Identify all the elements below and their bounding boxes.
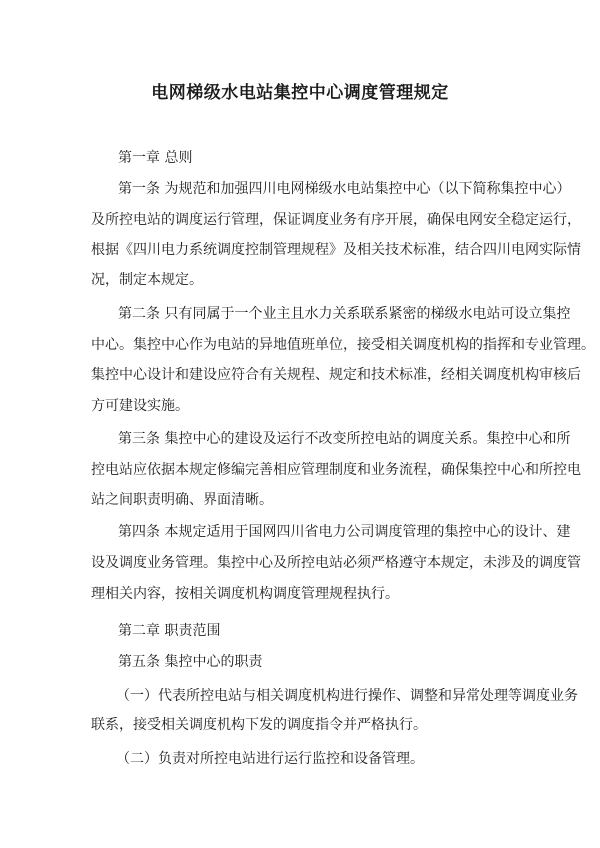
article-line: 第三条 集控中心的建设及运行不改变所控电站的调度关系。集控中心和所	[118, 431, 571, 447]
article-line: 况，制定本规定。	[91, 272, 203, 288]
article-line: 及所控电站的调度运行管理，保证调度业务有序开展，确保电网安全稳定运行，	[91, 212, 581, 228]
article-line: 控电站应依据本规定修编完善相应管理制度和业务流程，确保集控中心和所控电	[91, 462, 581, 478]
chapter-heading: 第一章 总则	[118, 150, 193, 166]
article-line: 第一条 为规范和加强四川电网梯级水电站集控中心（以下简称集控中心）	[118, 181, 571, 197]
article-line: 设及调度业务管理。集控中心及所控电站必须严格遵守本规定，未涉及的调度管	[91, 555, 581, 571]
article-line: 方可建设实施。	[91, 398, 189, 414]
document-title: 电网梯级水电站集控中心调度管理规定	[151, 83, 449, 103]
chapter-heading: 第二章 职责范围	[118, 623, 221, 639]
article-line: 根据《四川电力系统调度控制管理规程》及相关技术标准，结合四川电网实际情	[91, 242, 581, 258]
article-line: 第五条 集控中心的职责	[118, 654, 263, 670]
article-line: 第二条 只有同属于一个业主且水力关系联系紧密的梯级水电站可设立集控	[118, 306, 571, 322]
article-line: 第四条 本规定适用于国网四川省电力公司调度管理的集控中心的设计、建	[118, 524, 571, 540]
article-line: 中心。集控中心作为电站的异地值班单位，接受相关调度机构的指挥和专业管理。	[91, 337, 595, 353]
article-line: 理相关内容，按相关调度机构调度管理规程执行。	[91, 586, 399, 602]
article-line: 集控中心设计和建设应符合有关规程、规定和技术标准，经相关调度机构审核后	[91, 367, 581, 383]
list-item-line: （二）负责对所控电站进行运行监控和设备管理。	[116, 751, 424, 767]
list-item-line: 联系，接受相关调度机构下发的调度指令并严格执行。	[91, 717, 427, 733]
article-line: 站之间职责明确、界面清晰。	[91, 492, 273, 508]
list-item-line: （一）代表所控电站与相关调度机构进行操作、调整和异常处理等调度业务	[116, 688, 578, 704]
